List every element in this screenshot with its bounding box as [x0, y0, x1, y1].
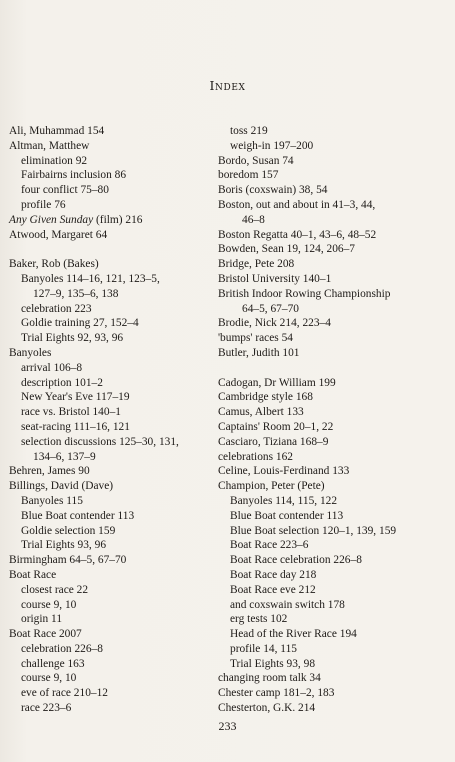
entry-text: profile 76 — [21, 198, 66, 211]
index-subentry — [9, 524, 223, 539]
entry-text: Brodie, Nick 214, 223–4 — [218, 317, 331, 330]
entry-text: (film) 216 — [93, 213, 143, 226]
entry-text: Boat Race 223–6 — [230, 539, 309, 552]
entry-text: Butler, Judith 101 — [218, 346, 300, 359]
entry-text: 127–9, 135–6, 138 — [33, 287, 119, 300]
entry-text: elimination 92 — [21, 154, 88, 167]
index-entry — [218, 435, 448, 450]
index-entry — [218, 701, 448, 716]
index-subentry — [9, 154, 223, 169]
entry-text: celebrations 162 — [218, 450, 293, 463]
entry-text: 'bumps' races 54 — [218, 332, 293, 345]
entry-text: Boat Race day 218 — [230, 568, 317, 581]
entry-text: Trial Eights 92, 93, 96 — [21, 332, 124, 345]
index-subentry — [218, 642, 448, 657]
entry-text: Casciaro, Tiziana 168–9 — [218, 435, 329, 448]
entry-text: Goldie selection 159 — [21, 524, 116, 537]
index-entry — [218, 450, 448, 465]
entry-text: Boris (coxswain) 38, 54 — [218, 184, 328, 197]
entry-text: Goldie training 27, 152–4 — [21, 317, 139, 330]
index-entry — [9, 139, 223, 154]
index-entry — [218, 228, 448, 243]
index-entry — [9, 228, 223, 243]
entry-text: closest race 22 — [21, 583, 89, 596]
entry-text: Celine, Louis-Ferdinand 133 — [218, 465, 350, 478]
index-subentry — [218, 524, 448, 539]
entry-text: selection discussions 125–30, 131, — [21, 435, 179, 448]
index-subentry — [9, 642, 223, 657]
index-entry — [9, 568, 223, 583]
entry-text: Cadogan, Dr William 199 — [218, 376, 336, 389]
entry-text: Head of the River Race 194 — [230, 628, 357, 641]
index-subentry — [9, 316, 223, 331]
entry-spacer — [218, 361, 448, 376]
index-entry — [218, 198, 448, 213]
index-subentry — [9, 435, 223, 450]
index-entry — [218, 464, 448, 479]
entry-spacer — [9, 242, 223, 257]
entry-text: Banyoles 114, 115, 122 — [230, 494, 338, 507]
entry-text: Chesterton, G.K. 214 — [218, 702, 316, 715]
index-subentry — [9, 657, 223, 672]
index-column-left — [9, 124, 223, 716]
entry-text: Boston, out and about in 41–3, 44, — [218, 198, 376, 211]
entry-text: Captains' Room 20–1, 22 — [218, 420, 334, 433]
index-subentry — [9, 598, 223, 613]
index-subentry — [9, 701, 223, 716]
index-entry — [218, 420, 448, 435]
entry-text: Banyoles 115 — [21, 494, 83, 507]
index-subentry — [218, 612, 448, 627]
entry-text: course 9, 10 — [21, 598, 77, 611]
index-entry — [218, 168, 448, 183]
entry-text: Bridge, Pete 208 — [218, 258, 295, 271]
entry-text: Boat Race celebration 226–8 — [230, 554, 362, 567]
entry-text: boredom 157 — [218, 169, 279, 182]
entry-text: race 223–6 — [21, 702, 72, 715]
entry-text: Cambridge style 168 — [218, 391, 313, 404]
index-subentry — [218, 538, 448, 553]
entry-text: Birmingham 64–5, 67–70 — [9, 554, 127, 567]
index-subentry — [9, 168, 223, 183]
index-entry — [218, 671, 448, 686]
entry-text: Boat Race 2007 — [9, 628, 82, 641]
entry-text: celebration 223 — [21, 302, 92, 315]
index-entry — [218, 257, 448, 272]
index-subentry — [218, 657, 448, 672]
entry-text: Bristol University 140–1 — [218, 272, 332, 285]
index-subentry — [9, 509, 223, 524]
entry-text: Bordo, Susan 74 — [218, 154, 294, 167]
index-entry — [9, 213, 223, 228]
entry-text: British Indoor Rowing Championship — [218, 287, 391, 300]
page-number: 233 — [218, 719, 237, 733]
index-subentry — [9, 583, 223, 598]
index-entry — [218, 183, 448, 198]
index-entry — [218, 376, 448, 391]
entry-text: arrival 106–8 — [21, 361, 83, 374]
index-subentry — [218, 124, 448, 139]
entry-text: Atwood, Margaret 64 — [9, 228, 108, 241]
index-entry — [218, 287, 448, 302]
index-subentry — [218, 509, 448, 524]
entry-text: Blue Boat selection 120–1, 139, 159 — [230, 524, 397, 537]
entry-text: Boat Race eve 212 — [230, 583, 316, 596]
index-entry — [218, 405, 448, 420]
entry-text: Altman, Matthew — [9, 139, 90, 152]
entry-text: Blue Boat contender 113 — [21, 509, 135, 522]
index-subentry — [9, 198, 223, 213]
entry-text: Banyoles 114–16, 121, 123–5, — [21, 272, 160, 285]
index-entry — [218, 686, 448, 701]
entry-text: Ali, Muhammad 154 — [9, 125, 105, 137]
entry-text: profile 14, 115 — [230, 642, 297, 655]
index-subentry — [9, 494, 223, 509]
entry-text: Bowden, Sean 19, 124, 206–7 — [218, 243, 355, 256]
index-entry — [9, 346, 223, 361]
index-subentry — [9, 538, 223, 553]
index-entry-continuation — [9, 287, 223, 302]
index-subentry — [9, 671, 223, 686]
entry-text: and coxswain switch 178 — [230, 598, 345, 611]
index-entry — [218, 331, 448, 346]
index-subentry — [9, 272, 223, 287]
index-entry — [9, 124, 223, 139]
index-subentry — [9, 612, 223, 627]
entry-text: weigh-in 197–200 — [230, 139, 314, 152]
index-subentry — [218, 494, 448, 509]
entry-text: description 101–2 — [21, 376, 103, 389]
index-subentry — [218, 598, 448, 613]
entry-text: Trial Eights 93, 98 — [230, 657, 316, 670]
index-subentry — [218, 627, 448, 642]
entry-text: Trial Eights 93, 96 — [21, 539, 107, 552]
index-subentry — [218, 553, 448, 568]
index-subentry — [9, 405, 223, 420]
entry-text: 64–5, 67–70 — [242, 302, 299, 315]
index-entry — [218, 390, 448, 405]
index-entry — [9, 479, 223, 494]
index-subentry — [9, 183, 223, 198]
index-entry — [9, 464, 223, 479]
entry-text: origin 11 — [21, 613, 63, 626]
page-heading: Index — [209, 78, 246, 93]
index-entry-continuation — [218, 213, 448, 228]
entry-text: Camus, Albert 133 — [218, 406, 304, 419]
index-subentry — [9, 376, 223, 391]
entry-text: eve of race 210–12 — [21, 687, 108, 700]
entry-text: New Year's Eve 117–19 — [21, 391, 130, 404]
entry-text: Billings, David (Dave) — [9, 480, 114, 493]
index-entry — [9, 257, 223, 272]
index-subentry — [9, 420, 223, 435]
index-entry — [218, 316, 448, 331]
index-subentry — [9, 331, 223, 346]
index-subentry — [9, 390, 223, 405]
entry-text: Boston Regatta 40–1, 43–6, 48–52 — [218, 228, 377, 241]
entry-text: race vs. Bristol 140–1 — [21, 406, 121, 419]
entry-text: four conflict 75–80 — [21, 184, 109, 197]
index-entry — [9, 553, 223, 568]
index-subentry — [218, 568, 448, 583]
entry-text: Behren, James 90 — [9, 465, 90, 478]
entry-text: seat-racing 111–16, 121 — [21, 420, 130, 433]
entry-text: changing room talk 34 — [218, 672, 321, 685]
index-entry-continuation — [218, 302, 448, 317]
index-column-right — [218, 124, 448, 716]
entry-text: Chester camp 181–2, 183 — [218, 687, 335, 700]
entry-text: challenge 163 — [21, 657, 85, 670]
index-subentry — [9, 686, 223, 701]
entry-title-italic: Any Given Sunday — [9, 213, 94, 226]
index-subentry — [9, 302, 223, 317]
entry-text: Champion, Peter (Pete) — [218, 480, 325, 493]
entry-text: 134–6, 137–9 — [33, 450, 96, 463]
index-subentry — [218, 139, 448, 154]
entry-text: Banyoles — [9, 346, 52, 359]
entry-text: Fairbairns inclusion 86 — [21, 169, 127, 182]
index-entry — [218, 346, 448, 361]
index-subentry — [9, 361, 223, 376]
entry-text: toss 219 — [230, 125, 268, 137]
entry-text: course 9, 10 — [21, 672, 77, 685]
index-entry — [218, 242, 448, 257]
entry-text: erg tests 102 — [230, 613, 288, 626]
entry-text: Boat Race — [9, 568, 57, 581]
entry-text: 46–8 — [242, 213, 265, 226]
entry-text: Baker, Rob (Bakes) — [9, 258, 99, 271]
index-entry — [218, 479, 448, 494]
index-entry-continuation — [9, 450, 223, 465]
index-entry — [218, 272, 448, 287]
index-subentry — [218, 583, 448, 598]
entry-text: celebration 226–8 — [21, 642, 103, 655]
index-entry — [9, 627, 223, 642]
entry-text: Blue Boat contender 113 — [230, 509, 344, 522]
index-entry — [218, 154, 448, 169]
